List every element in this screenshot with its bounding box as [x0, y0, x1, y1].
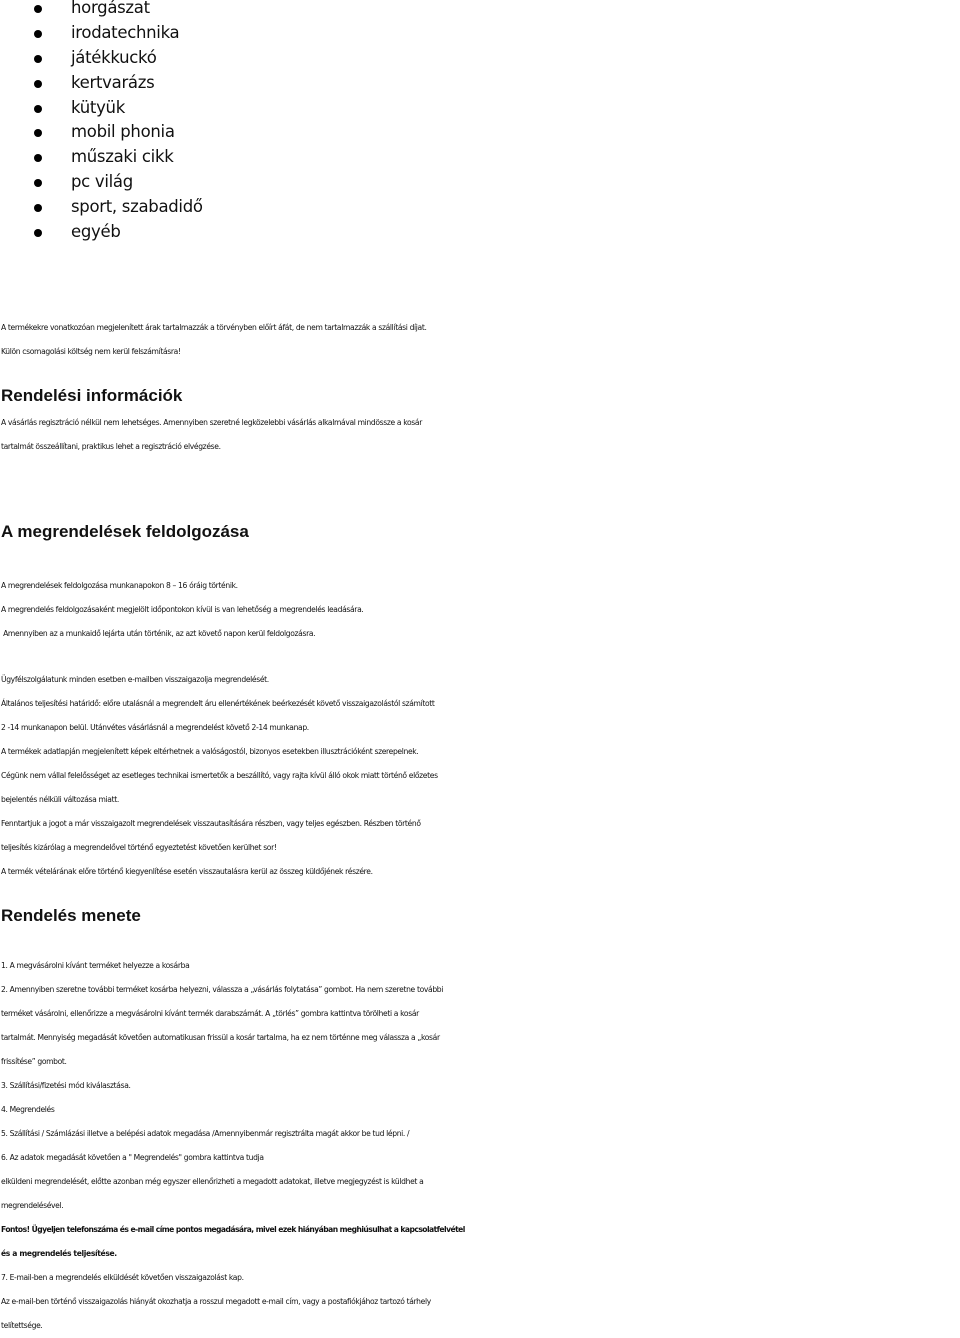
paragraph-line: megrendelésével.	[1, 1201, 64, 1210]
paragraph-line: 2 -14 munkanapon belül. Utánvétes vásárlásnál a megrendelést követő 2-14 munkanap.	[1, 723, 309, 732]
list-item: horgászat	[0, 0, 203, 21]
list-item: játékkuckó	[0, 46, 203, 71]
bullet-icon	[34, 55, 42, 63]
paragraph-line: Ügyfélszolgálatunk minden esetben e-mailben visszaigazolja megrendelését.	[1, 675, 269, 684]
paragraph-line: 2. Amennyiben szeretne további terméket kosárba helyezni, válassza a „vásárlás folytatása” gombot. Ha nem szeretne további	[1, 985, 444, 994]
order-info-text	[1, 411, 959, 459]
section-heading-processing: A megrendelések feldolgozása	[1, 522, 249, 541]
list-item: sport, szabadidő	[0, 195, 203, 220]
bullet-icon	[34, 179, 42, 187]
bullet-icon	[34, 5, 42, 13]
bullet-icon	[34, 204, 42, 212]
list-item: műszaki cikk	[0, 145, 203, 170]
warning-line: és a megrendelés teljesítése.	[1, 1249, 117, 1258]
paragraph-line: 4. Megrendelés	[1, 1105, 55, 1114]
list-item: kütyük	[0, 96, 203, 121]
paragraph-line: A vásárlás regisztráció nélkül nem lehetséges. Amennyiben szeretné legközelebbi vásárlás alkalmával mindössze a kosár	[1, 418, 422, 427]
category-list	[0, 0, 203, 245]
bullet-icon	[34, 105, 42, 113]
price-notice	[1, 316, 959, 364]
paragraph-line: terméket vásárolni, ellenőrizze a megvásárolni kívánt termék darabszámát. A „törlés” gombra kattintva törölheti a kosár	[1, 1009, 419, 1018]
processing-details	[1, 668, 959, 884]
paragraph-line: 5. Szállítási / Számlázási illetve a belépési adatok megadása /Amennyibenmár regisztrálta magát akkor be tud lépni. /	[1, 1129, 410, 1138]
bullet-icon	[34, 30, 42, 38]
order-steps-text	[1, 954, 959, 1338]
paragraph-line: 7. E-mail-ben a megrendelés elküldését követően visszaigazolást kap.	[1, 1273, 244, 1282]
paragraph-line: tartalmát összeállítani, praktikus lehet a regisztráció elvégzése.	[1, 442, 221, 451]
paragraph-line: frissítése” gombot.	[1, 1057, 67, 1066]
list-item: kertvarázs	[0, 71, 203, 96]
paragraph-line: A megrendelés feldolgozásaként megjelölt időpontokon kívül is van lehetőség a megrendelés leadására.	[1, 605, 364, 614]
paragraph-line: 3. Szállítási/fizetési mód kiválasztása.	[1, 1081, 131, 1090]
bullet-icon	[34, 229, 42, 237]
list-item: egyéb	[0, 220, 203, 245]
bullet-icon	[34, 154, 42, 162]
paragraph-line: 1. A megvásárolni kívánt terméket helyezze a kosárba	[1, 961, 190, 970]
bullet-icon	[34, 129, 42, 137]
paragraph-line: telítettsége.	[1, 1321, 43, 1330]
paragraph-line: tartalmát. Mennyiség megadását követően automatikusan frissül a kosár tartalma, ha ez nem történne meg válassza a „kosár	[1, 1033, 440, 1042]
paragraph-line: A megrendelések feldolgozása munkanapokon 8 – 16 óráig történik.	[1, 581, 238, 590]
paragraph-line: Amennyiben az a munkaidő lejárta után történik, az azt követő napon kerül feldolgozásra.	[1, 629, 316, 638]
paragraph-line: A termék vételárának előre történő kiegyenlítése esetén visszautalásra kerül az összeg küldőjének részére.	[1, 867, 373, 876]
processing-text	[1, 574, 959, 646]
section-heading-order-info: Rendelési információk	[1, 386, 183, 405]
bullet-icon	[34, 80, 42, 88]
section-heading-order-steps: Rendelés menete	[1, 906, 141, 925]
paragraph-line: Külön csomagolási költség nem kerül felszámításra!	[1, 347, 181, 356]
paragraph-line: Az e-mail-ben történő visszaigazolás hiányát okozhatja a rosszul megadott e-mail cím, vagy a postafiókjához tartozó tárhely	[1, 1297, 431, 1306]
paragraph-line: elküldeni megrendelését, előtte azonban még egyszer ellenőrizheti a megadott adatokat, illetve megjegyzést is küldhet a	[1, 1177, 424, 1186]
paragraph-line: teljesítés kizárólag a megrendelővel történő egyeztetést követően kerülhet sor!	[1, 843, 277, 852]
list-item: pc világ	[0, 170, 203, 195]
warning-line: Fontos! Ügyeljen telefonszáma és e-mail címe pontos megadására, mivel ezek hiányában meghiúsulhat a kapcsolatfelvétel	[1, 1225, 465, 1234]
paragraph-line: Fenntartjuk a jogot a már visszaigazolt megrendelések visszautasítására részben, vagy teljes egészben. Részben történő	[1, 819, 421, 828]
list-item: irodatechnika	[0, 21, 203, 46]
paragraph-line: A termékekre vonatkozóan megjelenített árak tartalmazzák a törvényben előírt áfát, de nem tartalmazzák a szállítási díjat.	[1, 323, 427, 332]
list-item: mobil phonia	[0, 120, 203, 145]
paragraph-line: bejelentés nélküli változása miatt.	[1, 795, 119, 804]
paragraph-line: A termékek adatlapján megjelenített képek eltérhetnek a valóságostól, bizonyos esetekben illusztrációként szerepelnek.	[1, 747, 419, 756]
paragraph-line: Általános teljesítési határidő: előre utalásnál a megrendelt áru ellenértékének beérkezését követő visszaigazolástól számított	[1, 699, 435, 708]
paragraph-line: 6. Az adatok megadását követően a " Megrendelés" gombra kattintva tudja	[1, 1153, 264, 1162]
paragraph-line: Cégünk nem vállal felelősséget az esetleges technikai ismertetők a beszállító, vagy rajta kívül álló okok miatt történő előzetes	[1, 771, 438, 780]
